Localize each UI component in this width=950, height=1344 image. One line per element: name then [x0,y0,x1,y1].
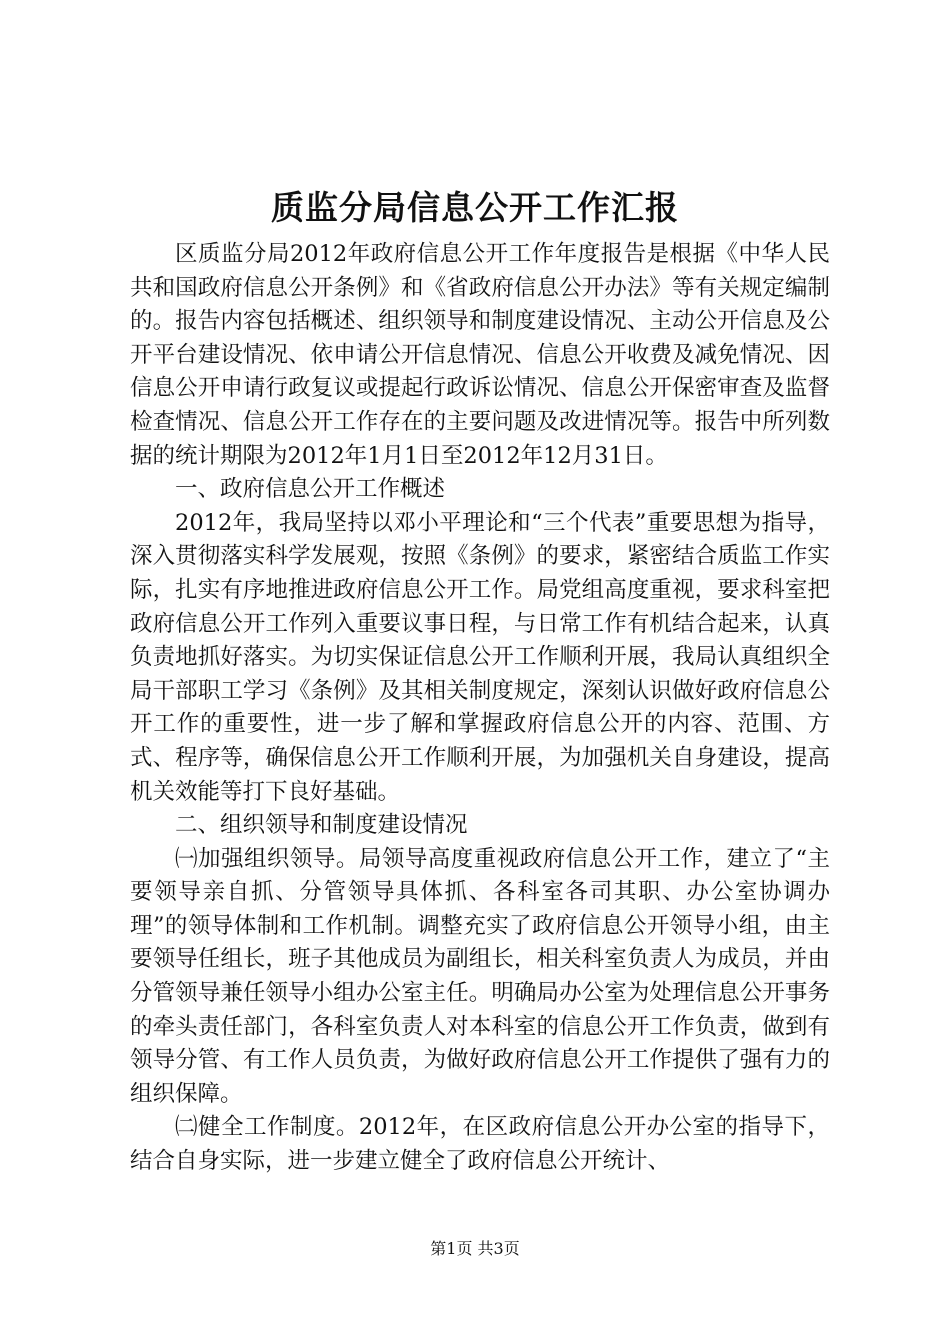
paragraph-overview: 2012年，我局坚持以邓小平理论和“三个代表”重要思想为指导，深入贯彻落实科学发展观，按照《条例》的要求，紧密结合质监工作实际，扎实有序地推进政府信息公开工作。局党组高度重视，要求科室把政府信息公开工作列入重要议事日程，与日常工作有机结合起来，认真负责地抓好落实。为切实保证信息公开工作顺利开展，我局认真组织全局干部职工学习《条例》及其相关制度规定，深刻认识做好政府信息公开工作的重要性，进一步了解和掌握政府信息公开的内容、范围、方式、程序等，确保信息公开工作顺利开展，为加强机关自身建设，提高机关效能等打下良好基础。 [130,509,830,805]
section-heading-organization: 二、组织领导和制度建设情况 [175,812,468,839]
page-footer: 第1页 共3页 [430,1239,520,1258]
paragraph-system: ㈡健全工作制度。2012年，在区政府信息公开办公室的指导下，结合自身实际，进一步建立健全了政府信息公开统计、 [130,1114,830,1175]
document-title: 质监分局信息公开工作汇报 [271,188,679,227]
paragraph-leadership: ㈠加强组织领导。局领导高度重视政府信息公开工作，建立了“主要领导亲自抓、分管领导具体抓、各科室各司其职、办公室协调办理”的领导体制和工作机制。调整充实了政府信息公开领导小组，由主要领导任组长，班子其他成员为副组长，相关科室负责人为成员，并由分管领导兼任领导小组办公室主任。明确局办公室为处理信息公开事务的牵头责任部门，各科室负责人对本科室的信息公开工作负责，做到有领导分管、有工作人员负责，为做好政府信息公开工作提供了强有力的组织保障。 [130,845,830,1107]
paragraph-intro: 区质监分局2012年政府信息公开工作年度报告是根据《中华人民共和国政府信息公开条例》和《省政府信息公开办法》等有关规定编制的。报告内容包括概述、组织领导和制度建设情况、主动公开信息及公开平台建设情况、依申请公开信息情况、信息公开收费及减免情况、因信息公开申请行政复议或提起行政诉讼情况、信息公开保密审查及监督检查情况、信息公开工作存在的主要问题及改进情况等。报告中所列数据的统计期限为2012年1月1日至2012年12月31日。 [130,241,830,469]
section-heading-overview: 一、政府信息公开工作概述 [175,476,446,503]
document-body [130,238,830,1179]
